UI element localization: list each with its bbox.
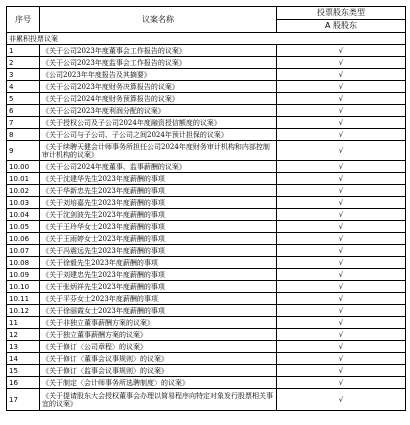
table-row [7, 341, 406, 353]
row-proposal-name: 《关于公司与子公司、子公司之间2024年预计担保的议案》 [40, 129, 277, 141]
row-number: 2 [7, 57, 40, 69]
row-check-mark: √ [277, 269, 406, 281]
row-proposal-name: 《关于刘培嘉先生2023年度薪酬的事项 [40, 197, 277, 209]
row-check-mark: √ [277, 197, 406, 209]
table-row [7, 353, 406, 365]
group-label: 非累积投票议案 [7, 33, 406, 45]
row-check-mark: √ [277, 341, 406, 353]
row-proposal-name: 《关于平芬女士2023年度薪酬的事项 [40, 293, 277, 305]
header-no: 序号 [7, 7, 40, 33]
row-check-mark: √ [277, 365, 406, 377]
row-check-mark: √ [277, 377, 406, 389]
row-number: 14 [7, 353, 40, 365]
table-row [7, 117, 406, 129]
table-row [7, 185, 406, 197]
row-number: 13 [7, 341, 40, 353]
row-check-mark: √ [277, 305, 406, 317]
header-name: 议案名称 [40, 7, 277, 33]
row-check-mark: √ [277, 233, 406, 245]
row-check-mark: √ [277, 81, 406, 93]
table-row [7, 233, 406, 245]
row-number: 6 [7, 105, 40, 117]
row-proposal-name: 《关于公司2023年度利润分配的议案》 [40, 105, 277, 117]
header-type-sub: A 股股东 [277, 20, 406, 33]
row-proposal-name: 《关于续聘天健会计师事务所担任公司2024年度财务审计机构和内部控制审计机构的议案》 [40, 141, 277, 161]
table-row [7, 57, 406, 69]
row-check-mark: √ [277, 281, 406, 293]
table-row [7, 221, 406, 233]
row-proposal-name: 《关于刘建忠先生2023年度薪酬的事项 [40, 269, 277, 281]
table-row [7, 281, 406, 293]
row-check-mark: √ [277, 161, 406, 173]
row-proposal-name: 《关于公司2024年度财务预算报告的议案》 [40, 93, 277, 105]
row-check-mark: √ [277, 353, 406, 365]
row-proposal-name: 《关于修订〈公司章程〉的议案》 [40, 341, 277, 353]
row-check-mark: √ [277, 257, 406, 269]
row-number: 17 [7, 389, 40, 411]
row-check-mark: √ [277, 221, 406, 233]
row-number: 4 [7, 81, 40, 93]
table-header-row [7, 7, 406, 20]
row-number: 10.09 [7, 269, 40, 281]
table-row [7, 377, 406, 389]
row-number: 10.00 [7, 161, 40, 173]
row-proposal-name: 《关于冯震远先生2023年度薪酬的事项 [40, 245, 277, 257]
row-proposal-name: 《关于公司2023年度董事会工作报告的议案》 [40, 45, 277, 57]
row-proposal-name: 《关于修订〈监事会议事规则〉的议案》 [40, 365, 277, 377]
row-number: 16 [7, 377, 40, 389]
row-check-mark: √ [277, 293, 406, 305]
row-number: 10.02 [7, 185, 40, 197]
voting-table [6, 6, 406, 411]
row-number: 10.04 [7, 209, 40, 221]
table-row [7, 245, 406, 257]
row-number: 10.07 [7, 245, 40, 257]
row-check-mark: √ [277, 185, 406, 197]
row-proposal-name: 《关于提请股东大会授权董事会办理以简易程序向特定对象发行股票相关事宜的议案》 [40, 389, 277, 411]
row-proposal-name: 《关于徐丽霞女士2023年度薪酬的事项 [40, 305, 277, 317]
row-number: 10.03 [7, 197, 40, 209]
row-proposal-name: 《关于华新忠先生2023年度薪酬的事项 [40, 185, 277, 197]
row-proposal-name: 《关于制定〈会计师事务所选聘制度〉的议案》 [40, 377, 277, 389]
row-check-mark: √ [277, 105, 406, 117]
row-check-mark: √ [277, 317, 406, 329]
table-row [7, 365, 406, 377]
row-proposal-name: 《关于独立董事薪酬方案的议案》 [40, 329, 277, 341]
row-check-mark: √ [277, 45, 406, 57]
row-number: 10.05 [7, 221, 40, 233]
row-number: 10.11 [7, 293, 40, 305]
row-proposal-name: 《关于修订〈董事会议事规则〉的议案》 [40, 353, 277, 365]
row-check-mark: √ [277, 129, 406, 141]
row-number: 10.01 [7, 173, 40, 185]
table-row [7, 105, 406, 117]
table-row [7, 69, 406, 81]
row-check-mark: √ [277, 329, 406, 341]
row-check-mark: √ [277, 117, 406, 129]
row-check-mark: √ [277, 141, 406, 161]
row-number: 15 [7, 365, 40, 377]
row-check-mark: √ [277, 173, 406, 185]
table-row [7, 269, 406, 281]
table-row [7, 197, 406, 209]
table-row [7, 257, 406, 269]
row-number: 10.12 [7, 305, 40, 317]
row-number: 10.10 [7, 281, 40, 293]
row-proposal-name: 《关于张炳祥先生2023年度薪酬的事项 [40, 281, 277, 293]
row-proposal-name: 《公司2023年年度报告及其摘要》 [40, 69, 277, 81]
header-type: 投票股东类型 [277, 7, 406, 20]
row-proposal-name: 《关于王雨婷女士2023年度薪酬的事项 [40, 233, 277, 245]
row-proposal-name: 《关于授权公司及子公司2024年度融资授信额度的议案》 [40, 117, 277, 129]
table-row [7, 45, 406, 57]
row-number: 10.08 [7, 257, 40, 269]
row-number: 12 [7, 329, 40, 341]
row-proposal-name: 《关于公司2023年度财务决算报告的议案》 [40, 81, 277, 93]
row-proposal-name: 《关于沈建华先生2023年度薪酬的事项 [40, 173, 277, 185]
row-check-mark: √ [277, 245, 406, 257]
row-proposal-name: 《关于沈剑波先生2023年度薪酬的事项 [40, 209, 277, 221]
row-number: 1 [7, 45, 40, 57]
table-row [7, 209, 406, 221]
table-row [7, 129, 406, 141]
table-row [7, 81, 406, 93]
table-row [7, 317, 406, 329]
table-row [7, 389, 406, 411]
row-check-mark: √ [277, 57, 406, 69]
row-check-mark: √ [277, 69, 406, 81]
row-number: 11 [7, 317, 40, 329]
row-proposal-name: 《关于王玲华女士2023年度薪酬的事项 [40, 221, 277, 233]
table-row [7, 161, 406, 173]
voting-table-container [6, 6, 406, 411]
row-proposal-name: 《关于公司2024年度董事、监事薪酬的议案》 [40, 161, 277, 173]
table-row [7, 293, 406, 305]
row-check-mark: √ [277, 93, 406, 105]
row-number: 7 [7, 117, 40, 129]
table-row [7, 305, 406, 317]
row-proposal-name: 《关于非独立董事薪酬方案的议案》 [40, 317, 277, 329]
row-number: 5 [7, 93, 40, 105]
group-row [7, 33, 406, 45]
row-proposal-name: 《关于徐毅先生2023年度薪酬的事项 [40, 257, 277, 269]
row-number: 9 [7, 141, 40, 161]
row-number: 10.06 [7, 233, 40, 245]
table-row [7, 329, 406, 341]
table-row [7, 93, 406, 105]
table-row [7, 173, 406, 185]
row-check-mark: √ [277, 389, 406, 411]
row-number: 3 [7, 69, 40, 81]
table-row [7, 141, 406, 161]
row-proposal-name: 《关于公司2023年度监事会工作报告的议案》 [40, 57, 277, 69]
row-check-mark: √ [277, 209, 406, 221]
row-number: 8 [7, 129, 40, 141]
